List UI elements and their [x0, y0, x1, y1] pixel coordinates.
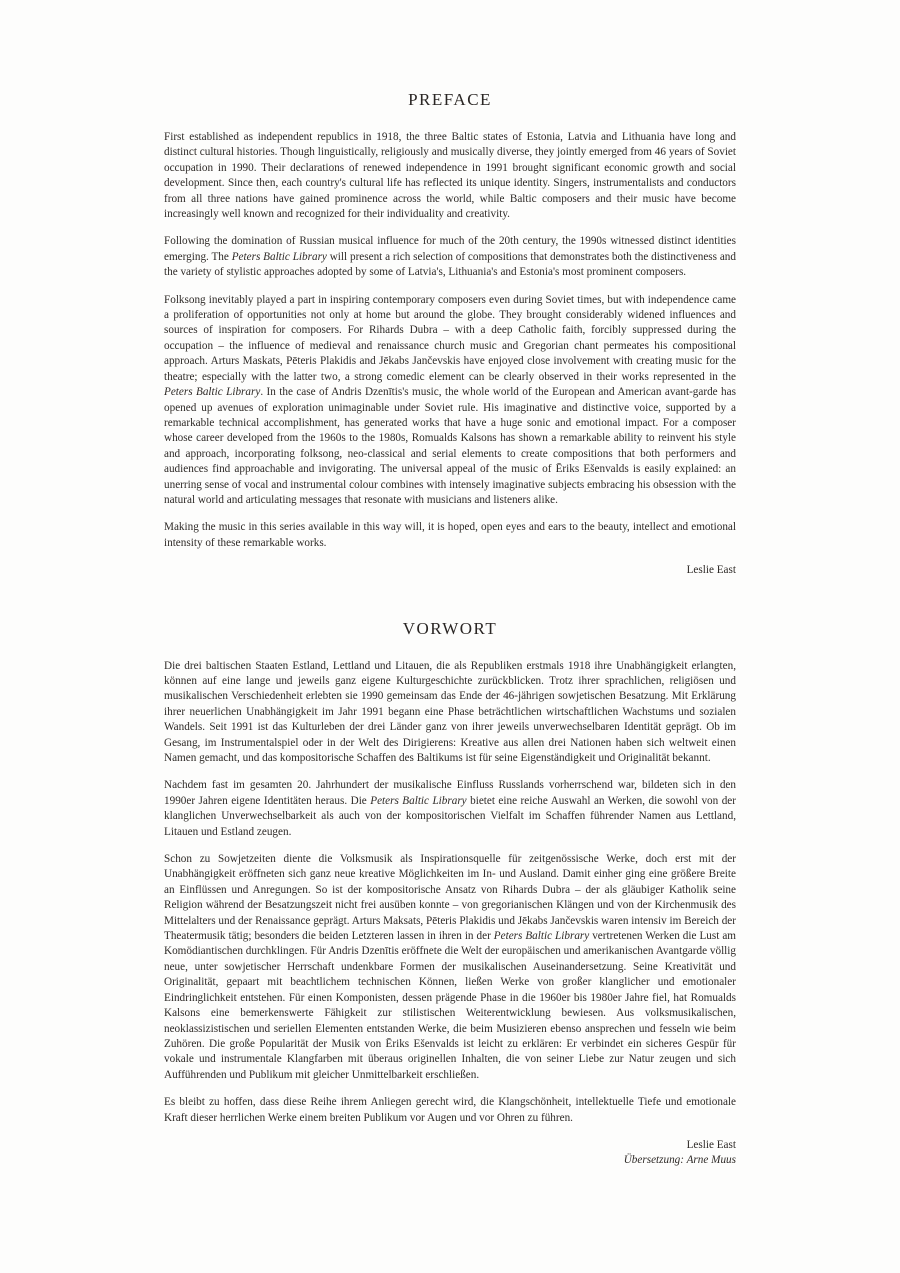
signature-name: Leslie East — [686, 564, 736, 577]
text-segment: vertretenen Werken die Lust am Komödiantischen durchklingen. Für Andris Dzenītis eröffnete die Welt der europäischen und amerikanischen Avantgarde völlig neue, unter sowjetischer Herrschaft undenkbare Formen der musikalischen Auseinandersetzung. Seine Kreativität und Originalität, gepaart mit beachtlichem technischen Können, ließen Werke von großer klanglicher und emotionaler Eindringlichkeit entstehen. Für einen Komponisten, dessen prägende Phase in die 1960er bis 1980er Jahre fiel, hat Romualds Kalsons eine bemerkenswerte Fähigkeit zur stilistischen Weiterentwicklung bewiesen. Aus volksmusikalischen, neoklassizistischen und seriellen Elementen entstanden Werke, die beim Musizieren ebenso ansprechen und fesseln wie beim Zuhören. Die große Popularität der Musik von Ēriks Ešenvalds ist leicht zu erklären: Er verbindet ein sicheres Gespür für vokale und instrumentale Klangfarben mit überaus originellen Inhalten, die von seiner Liebe zur Natur zeugen und sich Aufführenden und Publikum mit gleicher Unmittelbarkeit erschließen. — [164, 930, 736, 1081]
vorwort-paragraph-2 — [164, 778, 736, 840]
signature-name: Leslie East — [686, 1138, 736, 1151]
preface-paragraph-4: Making the music in this series available in this way will, it is hoped, open eyes and ears to the beauty, intellect and emotional intensity of these remarkable works. — [164, 521, 736, 549]
preface-signature — [164, 563, 736, 578]
vorwort-paragraph-4: Es bleibt zu hoffen, dass diese Reihe ihrem Anliegen gerecht wird, die Klangschönheit, intellektuelle Tiefe und emotionale Kraft dieser herrlichen Werke einem breiten Publikum vor Augen und vor Ohren zu führen. — [164, 1096, 736, 1124]
text-segment: Folksong inevitably played a part in inspiring contemporary composers even during Soviet times, but with independence came a proliferation of opportunities not only at home but around the globe. They brought considerably widened influences and sources of inspiration for composers. For Rihards Dubra – with a deep Catholic faith, forcibly suppressed during the occupation – the influence of medieval and renaissance church music and Gregorian chant permeates his compositional approach. Arturs Maskats, Pēteris Plakidis and Jēkabs Jančevskis have enjoyed close involvement with creating music for the theatre; especially with the latter two, a strong comedic element can be clearly observed in their works represented in the — [164, 293, 736, 383]
series-title-italic: Peters Baltic Library — [370, 794, 467, 807]
vorwort-title: VORWORT — [402, 618, 498, 638]
preface-section — [164, 90, 736, 579]
series-title-italic: Peters Baltic Library — [231, 250, 327, 263]
vorwort-signature — [164, 1138, 736, 1169]
series-title-italic: Peters Baltic Library — [493, 930, 590, 943]
text-segment: Schon zu Sowjetzeiten diente die Volksmusik als Inspirationsquelle für zeitgenössische Werke, doch erst mit der Unabhängigkeit eröffneten sich ganz neue kreative Möglichkeiten im In- und Ausland. Damit einher ging eine größere Breite an Einflüssen und Anregungen. So ist der kompositorische Ansatz von Rihards Dubra – der als gläubiger Katholik seine Religion während der Besatzungszeit nicht frei ausüben konnte – von gregorianischen Klängen und von der Kirchenmusik des Mittelalters und der Renaissance geprägt. Arturs Maksats, Pēteris Plakidis und Jēkabs Jančevskis waren intensiv im Bereich der Theatermusik tätig; besonders die beiden Letzteren lassen in ihren in der — [164, 853, 736, 943]
vorwort-paragraph-1: Die drei baltischen Staaten Estland, Lettland und Litauen, die als Republiken erstmals 1918 ihre Unabhängigkeit erlangten, können auf eine lange und jeweils ganz eigene Kulturgeschichte zurückblicken. Trotz ihrer sprachlichen, religiösen und musikalischen Verschiedenheit erlebten sie 1990 gemeinsam das Ende der 46-jährigen sowjetischen Besatzung. Mit Erklärung ihrer neuerlichen Unabhängigkeit im Jahr 1991 begann eine Phase beträchtlichen wirtschaftlichen Wachstums und sozialen Wandels. Seit 1991 ist das Kulturleben der drei Länder ganz von ihrer jeweils unverwechselbaren Identität geprägt. Ob im Gesang, im Instrumentalspiel oder in der Welt des Dirigierens: Kreative aus allen drei Nationen haben sich weltweit einen Namen gemacht, und das kompositorische Schaffen des Baltikums ist für seine Eigenständigkeit und Originalität bekannt. — [164, 659, 736, 764]
preface-title: PREFACE — [408, 90, 492, 109]
preface-paragraph-3 — [164, 293, 736, 509]
vorwort-section — [164, 619, 736, 1169]
text-block — [164, 90, 736, 1169]
text-segment: . In the case of Andris Dzenītis's music, the whole world of the European and American avant-garde has opened up avenues of exploration unimaginable under Soviet rule. His imaginative and distinctive voice, supported by a remarkable technical accomplishment, has generated works that have a huge sonic and emotional impact. For a composer whose career developed from the 1960s to the 1980s, Romualds Kalsons has shown a remarkable ability to reinvent his style and approach, incorporating folksong, neo-classical and serial elements to create compositions that both performers and audiences find approachable and invigorating. The universal appeal of the music of Ēriks Ešenvalds is easily explained: an unerring sense of vocal and instrumental colour combines with intensely imaginative subjects embracing his obsession with the natural world and articulating messages that resonate with musicians and listeners alike. — [164, 386, 736, 506]
preface-paragraph-2 — [164, 234, 736, 280]
translation-credit: Übersetzung: Arne Muus — [623, 1154, 736, 1167]
vorwort-paragraph-3 — [164, 852, 736, 1083]
preface-paragraph-1: First established as independent republics in 1918, the three Baltic states of Estonia, Latvia and Lithuania have long and distinct cultural histories. Though linguistically, religiously and musically diverse, they jointly emerged from 46 years of Soviet occupation in 1990. Their declarations of renewed independence in 1991 brought significant economic growth and social development. Since then, each country's cultural life has reflected its unique identity. Singers, instrumentalists and conductors from all three nations have gained prominence across the world, while Baltic composers and their music have become increasingly well known and recognized for their individuality and creativity. — [164, 131, 736, 221]
series-title-italic: Peters Baltic Library — [164, 386, 261, 399]
text-segment: Nachdem fast im gesamten 20. Jahrhundert der musikalische Einfluss Russlands vorherrschend war, bildeten sich in den 1990er Jahren eigene Identitäten heraus. Die — [164, 779, 736, 807]
text-segment: bietet eine reiche Auswahl an Werken, die sowohl von der klanglichen Unverwechselbarkeit als auch von der kompositorischen Vielfalt im Schaffen führender Namen aus Lettland, Litauen und Estland zeugen. — [164, 794, 736, 838]
text-segment: will present a rich selection of compositions that demonstrates both the distinctiveness and the variety of stylistic approaches adopted by some of Latvia's, Lithuania's and Estonia's most prominent composers. — [164, 250, 736, 279]
text-segment: Following the domination of Russian musical influence for much of the 20th century, the 1990s witnessed distinct identities emerging. The — [164, 235, 736, 263]
